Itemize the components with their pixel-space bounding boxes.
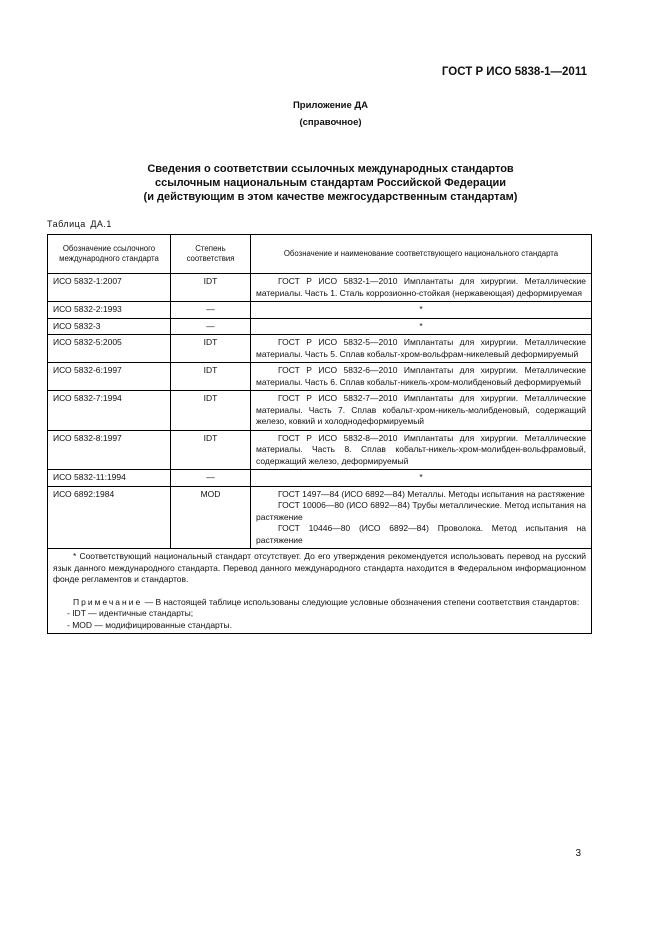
international-standard-cell: ИСО 5832-5:2005 [48, 335, 171, 363]
national-standard-cell [251, 318, 592, 335]
note-text: — В настоящей таблице использованы следующие условные обозначения степени соответствия стандартов: [144, 596, 580, 607]
note [53, 597, 586, 609]
table-caption [47, 219, 112, 229]
table-row [48, 486, 592, 549]
table-row [48, 318, 592, 335]
table-footer [48, 549, 592, 634]
table-row [48, 274, 592, 302]
correspondence-table [47, 234, 592, 634]
section-title [0, 162, 661, 204]
international-standard-cell: ИСО 5832-6:1997 [48, 363, 171, 391]
degree-cell: IDT [171, 363, 251, 391]
international-standard-cell: ИСО 5832-2:1993 [48, 302, 171, 319]
international-standard-cell: ИСО 5832-1:2007 [48, 274, 171, 302]
table-caption-number: ДА.1 [90, 219, 112, 229]
degree-cell: IDT [171, 391, 251, 431]
national-standard-entry: ГОСТ 10006—80 (ИСО 6892—84) Трубы металлические. Метод испытания на растяжение [256, 500, 586, 522]
international-standard-cell: ИСО 6892:1984 [48, 486, 171, 549]
section-title-line: Сведения о соответствии ссылочных международных стандартов [147, 163, 514, 175]
national-standard-entry: ГОСТ Р ИСО 5832-5—2010 Имплантаты для хирургии. Металлические материалы. Часть 5. Сплав кобальт-хром-вольфрам-никелевый деформируемый [256, 337, 586, 359]
section-title-line: ссылочным национальным стандартам Российской Федерации [154, 177, 507, 189]
table-row [48, 363, 592, 391]
table-footer-row [48, 549, 592, 634]
table-header-row [48, 235, 592, 274]
table-row [48, 302, 592, 319]
national-standard-cell [251, 335, 592, 363]
national-standard-entry: ГОСТ Р ИСО 5832-7—2010 Имплантаты для хирургии. Металлические материалы. Часть 7. Сплав кобальт-хром-никель-молибденовый, содержащий железо, ковкий и холоднодеформируемый [256, 393, 586, 426]
national-standard-entry: ГОСТ 1497—84 (ИСО 6892—84) Металлы. Методы испытания на растяжение [278, 488, 585, 499]
header-degree: Степень соответствия [171, 235, 251, 274]
national-standard-entry: ГОСТ 10446—80 (ИСО 6892—84) Проволока. Метод испытания на растяжение [256, 523, 586, 545]
national-standard-cell [251, 302, 592, 319]
section-title-line: (и действующим в этом качестве межгосударственным стандартам) [143, 191, 518, 203]
national-standard-entry: * [419, 320, 423, 331]
page-number: 3 [575, 848, 581, 859]
national-standard-entry: ГОСТ Р ИСО 5832-8—2010 Имплантаты для хирургии. Металлические материалы. Часть 8. Сплав кобальт-никель-хром-молибден-вольфрамовый, содержащий железо, деформируемый [256, 432, 586, 466]
table-row [48, 335, 592, 363]
note-item: - IDT — идентичные стандарты; [67, 608, 194, 618]
national-standard-entry: ГОСТ Р ИСО 5832-6—2010 Имплантаты для хирургии. Металлические материалы. Часть 6. Сплав кобальт-никель-хром-молибденовый деформируемый [256, 365, 586, 387]
note-word: Примечание [73, 596, 143, 607]
document-id: ГОСТ Р ИСО 5838-1—2011 [441, 66, 587, 78]
national-standard-cell [251, 391, 592, 431]
table-row [48, 391, 592, 431]
appendix-title: Приложение ДА [292, 100, 369, 111]
international-standard-cell: ИСО 5832-7:1994 [48, 391, 171, 431]
table-caption-word: Таблица [47, 219, 86, 229]
appendix-heading [0, 97, 661, 131]
degree-cell: IDT [171, 274, 251, 302]
appendix-subtitle: (справочное) [299, 117, 362, 128]
header-international-standard: Обозначение ссылочного международного стандарта [48, 235, 171, 274]
national-standard-entry: * [419, 472, 423, 482]
table-row [48, 470, 592, 487]
national-standard-entry: ГОСТ Р ИСО 5832-1—2010 Имплантаты для хирургии. Металлические материалы. Часть 1. Сталь коррозионно-стойкая (нержавеющая) деформируемая [256, 276, 586, 298]
note-item: - MOD — модифицированные стандарты. [67, 619, 232, 630]
national-standard-cell [251, 363, 592, 391]
national-standard-cell [251, 430, 592, 470]
degree-cell: — [171, 318, 251, 335]
national-standard-cell [251, 470, 592, 487]
national-standard-cell [251, 274, 592, 302]
international-standard-cell: ИСО 5832-11:1994 [48, 470, 171, 487]
national-standard-cell [251, 486, 592, 549]
international-standard-cell: ИСО 5832-8:1997 [48, 430, 171, 470]
header-national-standard: Обозначение и наименование соответствующего национального стандарта [251, 235, 592, 274]
footnote: * Соответствующий национальный стандарт отсутствует. До его утверждения рекомендуется использовать перевод на русский язык данного международного стандарта. Перевод данного международного стандарта находится в Федеральном информационном фонде регламентов и стандартов. [53, 551, 586, 584]
degree-cell: MOD [171, 486, 251, 549]
degree-cell: — [171, 302, 251, 319]
degree-cell: — [171, 470, 251, 487]
national-standard-entry: * [419, 304, 423, 314]
degree-cell: IDT [171, 335, 251, 363]
degree-cell: IDT [171, 430, 251, 470]
table-row [48, 430, 592, 470]
international-standard-cell: ИСО 5832-3 [48, 318, 171, 335]
